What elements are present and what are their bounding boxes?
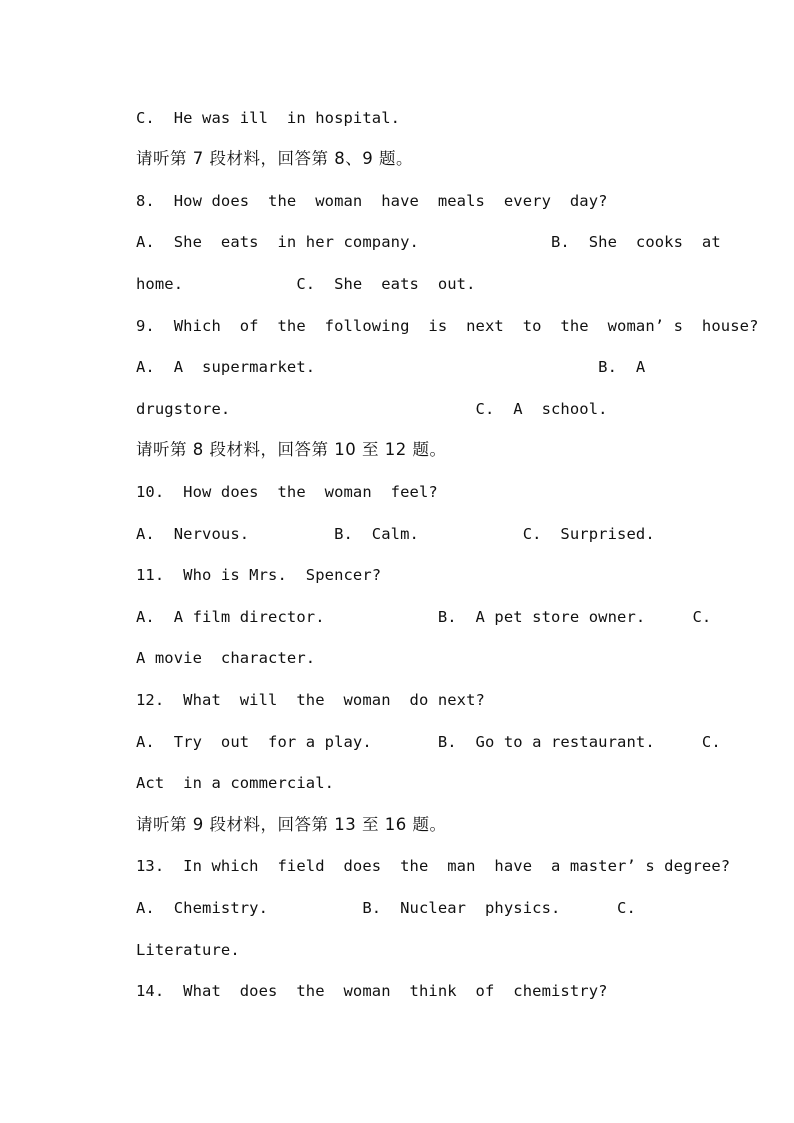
question-12: 12. What will the woman do next? (136, 691, 485, 709)
question-13: 13. In which field does the man have a master’ s degree? (136, 857, 731, 875)
options-9-line1: A. A supermarket. B. A (136, 358, 646, 376)
options-13-line2: Literature. (136, 941, 240, 959)
options-9-line2: drugstore. C. A school. (136, 400, 608, 418)
section-instruction-8: 请听第 8 段材料，回答第 10 至 12 题。 (136, 440, 447, 459)
options-13-line1: A. Chemistry. B. Nuclear physics. C. (136, 899, 636, 917)
question-14: 14. What does the woman think of chemistry? (136, 982, 608, 1000)
question-11: 11. Who is Mrs. Spencer? (136, 566, 382, 584)
options-8-line1: A. She eats in her company. B. She cooks at (136, 233, 721, 251)
options-11-line2: A movie character. (136, 649, 316, 667)
question-9: 9. Which of the following is next to the woman’ s house? (136, 317, 759, 335)
options-12-line2: Act in a commercial. (136, 774, 335, 792)
options-12-line1: A. Try out for a play. B. Go to a restaurant. C. (136, 733, 721, 751)
options-11-line1: A. A film director. B. A pet store owner. C. (136, 608, 712, 626)
section-instruction-9: 请听第 9 段材料，回答第 13 至 16 题。 (136, 815, 447, 834)
question-10: 10. How does the woman feel? (136, 483, 438, 501)
question-8: 8. How does the woman have meals every day? (136, 192, 608, 210)
section-instruction-7: 请听第 7 段材料，回答第 8、9 题。 (136, 149, 413, 168)
option-line-7c: C. He was ill in hospital. (136, 109, 401, 127)
options-10: A. Nervous. B. Calm. C. Surprised. (136, 525, 655, 543)
options-8-line2: home. C. She eats out. (136, 275, 476, 293)
